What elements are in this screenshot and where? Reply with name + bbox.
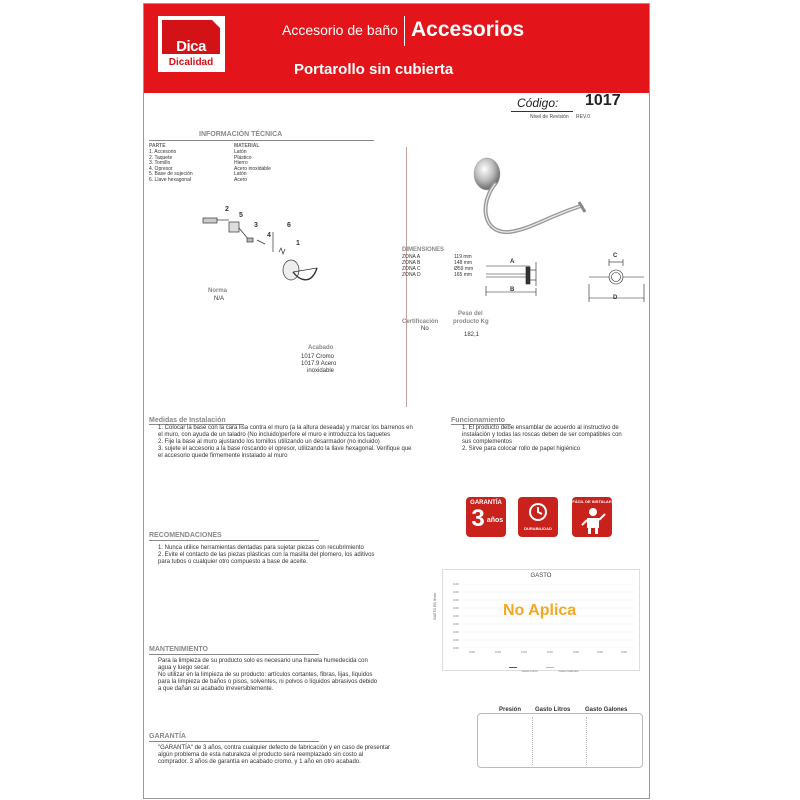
part-item: 5. Base de sujeción (149, 171, 193, 177)
dim-letter-b: B (510, 287, 515, 293)
x-tick: 0.00 (521, 650, 527, 654)
worker-icon (580, 506, 606, 534)
flow-chart (433, 569, 640, 673)
material-item: Acero (234, 176, 248, 183)
recommendation-line: 1. Nunca utilice herramientas dentadas para sujetar piezas con recubrimiento (158, 545, 364, 551)
dim-letter-d: D (613, 295, 618, 301)
logo-brand-text: Dica (162, 40, 220, 54)
legend-swatch (546, 667, 554, 668)
recommendation-line: 2. Evite el contacto de las piezas plásticas con la masilla del plomero, los aditivos (158, 552, 375, 558)
part-item: 2. Taquete (149, 154, 173, 161)
dim-value: Ø59 mm (454, 266, 474, 272)
dim-letter-a: A (510, 259, 515, 265)
chart-overlay-text: No Aplica (503, 602, 577, 619)
dim-zone: ZONA A (402, 254, 421, 260)
operation-line: 2. Sirve para colocar rollo de papel higiénico (462, 446, 581, 452)
material-item: Hierro (234, 160, 248, 166)
chart-title: GASTO (530, 573, 552, 579)
acabado-line: 1017.9 Acero (301, 361, 337, 367)
material-item: Acero inoxidable (234, 165, 271, 172)
norma-value: N/A (214, 296, 225, 302)
x-tick: 0.00 (573, 650, 579, 654)
y-tick: 0.00 (453, 606, 459, 610)
installation-line: el muro, con ayuda de un taladro (No incluido)perfore el muro e introduzca los taquetes (158, 432, 391, 438)
maintenance-line: a que dañan su acabado irreversiblemente. (158, 686, 274, 692)
weight-value: 182,1 (464, 332, 480, 338)
durability-badge-label: DURABILIDAD (524, 526, 552, 531)
legend-entry: Gasto Galones (558, 669, 579, 673)
legend-entry: Gasto Litros (521, 669, 538, 673)
installation-title: Medidas de Instalación (149, 417, 226, 424)
product-name: Portarollo sin cubierta (294, 61, 454, 78)
category-title: Accesorios (411, 18, 525, 41)
header-divider (404, 16, 405, 46)
brand-logo (158, 16, 225, 72)
x-tick: 0.00 (495, 650, 501, 654)
x-tick: 0.00 (469, 650, 475, 654)
warranty-rule (149, 741, 319, 742)
maintenance-rule (149, 654, 319, 655)
acabado-line: 1017 Cromo (301, 354, 335, 360)
callout-5: 5 (239, 212, 243, 219)
cert-value: No (421, 326, 429, 332)
revision-label: Nivel de Revisión (530, 114, 569, 120)
weight-label-2: producto Kg (453, 319, 489, 325)
table-divider (532, 717, 533, 765)
side-dimension-drawing (484, 256, 554, 301)
dim-value: 119 mm (454, 254, 472, 260)
flow-table (477, 707, 643, 768)
tech-info-rule (149, 140, 374, 141)
durability-badge (518, 497, 558, 537)
spec-sheet (143, 3, 650, 799)
norma-label: Norma (208, 288, 228, 294)
y-tick: 0.00 (453, 614, 459, 618)
operation-line: instalación y todas las roscas deben de ser compatibles con (462, 432, 622, 438)
dim-zone: ZONA C (402, 266, 421, 272)
table-divider (586, 717, 587, 765)
easy-install-badge-label: FÁCIL DE INSTALAR (572, 499, 612, 504)
installation-line: 1. Colocar la base con la cara lisa contra el muro (a la altura deseada) y marcar los barrenos en (158, 425, 413, 431)
callout-6: 6 (287, 222, 291, 229)
chart-ylabel: GASTO EN lt/min (433, 592, 437, 620)
warranty-badge-title: GARANTÍA (470, 500, 502, 506)
y-tick: 0.00 (453, 646, 459, 650)
dims-title: DIMENSIONES (402, 247, 445, 253)
recommendation-line: para tubos o cualquier otro compuesto a base de aceite. (158, 559, 308, 565)
easy-install-badge (572, 497, 612, 537)
material-item: Latón (234, 171, 247, 177)
parts-header: PARTE (149, 143, 166, 149)
category-small: Accesorio de baño (282, 22, 398, 38)
maintenance-line: para la limpieza de baños o pisos, solventes, ni polvos o líquidos abrasivos debido (158, 679, 378, 685)
installation-line: el accesorio quede firmemente instalado al muro (158, 453, 288, 459)
maintenance-line: agua y luego secar. (158, 665, 211, 671)
part-item: 4. Opresor (149, 165, 173, 172)
tech-info-title: INFORMACIÓN TÉCNICA (199, 131, 283, 138)
x-tick: 0.00 (621, 650, 627, 654)
callout-1: 1 (296, 240, 300, 247)
y-tick: 0.00 (453, 630, 459, 634)
warranty-title: GARANTÍA (149, 733, 186, 740)
product-photo (469, 144, 589, 244)
recommendations-rule (149, 540, 319, 541)
y-tick: 0.00 (453, 590, 459, 594)
callout-3: 3 (254, 222, 258, 229)
materials-header: MATERIAL (234, 143, 260, 149)
code-underline (511, 111, 573, 112)
revision-value: REV.0 (576, 114, 590, 120)
dim-letter-c: C (613, 253, 618, 259)
x-tick: 0.00 (597, 650, 603, 654)
weight-label-1: Peso del (458, 311, 483, 317)
callout-4: 4 (267, 232, 271, 239)
recommendations-title: RECOMENDACIONES (149, 532, 222, 539)
dim-value: 148 mm (454, 260, 473, 266)
y-tick: 0.00 (453, 638, 459, 642)
exploded-view-drawing (199, 202, 319, 297)
part-item: 1. Accesorio (149, 149, 177, 155)
legend-swatch (509, 667, 517, 668)
header-banner (144, 4, 649, 93)
code-value: 1017 (585, 92, 621, 109)
material-item: Plástico (234, 154, 252, 161)
acabado-label: Acabado (308, 345, 334, 351)
warranty-badge (466, 497, 506, 537)
maintenance-line: Para la limpieza de su producto solo es necesario una franela humedecida con (158, 658, 368, 664)
acabado-line: inoxidable (307, 368, 335, 374)
dim-value: 165 mm (454, 272, 473, 278)
cert-label: Certificación (402, 319, 439, 325)
operation-line: 1. El producto debe ensamblar de acuerdo al instructivo de (462, 425, 619, 431)
code-label: Código: (517, 96, 559, 110)
part-item: 6. Llave hexagonal (149, 176, 191, 183)
maintenance-title: MANTENIMIENTO (149, 646, 208, 653)
part-item: 3. Tornillo (149, 160, 171, 166)
warranty-line: algún problema de esta naturaleza el producto será reemplazado sin costo al (158, 752, 364, 758)
callout-2: 2 (225, 206, 229, 213)
dim-zone: ZONA D (402, 272, 421, 278)
warranty-badge-number: 3 (471, 505, 485, 532)
maintenance-line: No utilizar en la limpieza de su producto: artículos cortantes, fibras, lijas, líquidos (158, 672, 373, 678)
table-header-liters: Gasto Litros (535, 707, 571, 713)
installation-line: 2. Fije la base al muro ajustando los tornillos utilizando un desarmador (no incluido) (158, 439, 380, 445)
operation-line: sus complementos (462, 439, 513, 445)
table-header-gallons: Gasto Galones (585, 707, 628, 713)
logo-subtext: Dicalidad (168, 57, 214, 68)
warranty-line: "GARANTÍA" de 3 años, contra cualquier defecto de fabricación y en caso de presentar (158, 745, 391, 751)
dim-zone: ZONA B (402, 260, 421, 266)
chart-legend (509, 659, 579, 677)
warranty-line: comprador. 3 años de garantía en acabado cromo, y 1 año en otro acabado. (158, 759, 361, 765)
installation-line: 3. sujete el accesorio a la base roscando el opresor, utilizando la llave hexagonal. Verifique que (158, 446, 412, 452)
table-header-pressure: Presión (499, 707, 522, 713)
y-tick: 0.00 (453, 598, 459, 602)
warranty-badge-unit: años (486, 517, 504, 524)
x-tick: 0.00 (547, 650, 553, 654)
clock-icon (527, 501, 549, 523)
y-tick: 0.00 (453, 582, 459, 586)
material-item: Latón (234, 149, 247, 155)
operation-title: Funcionamiento (451, 417, 506, 424)
y-tick: 0.00 (453, 622, 459, 626)
